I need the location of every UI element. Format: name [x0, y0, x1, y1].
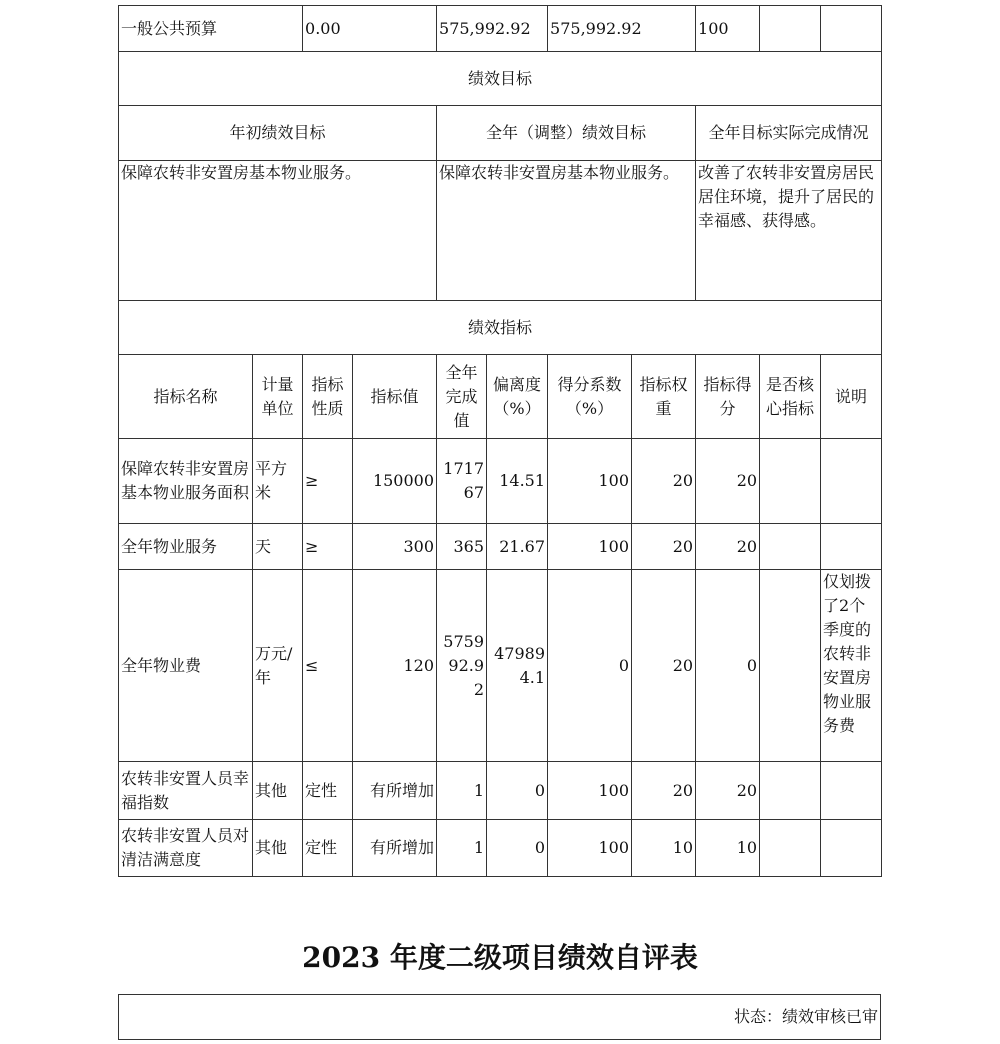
header-target: 指标值 [353, 355, 437, 439]
indicator-coefficient: 100 [548, 524, 632, 570]
indicator-score: 20 [696, 524, 760, 570]
indicator-deviation: 0 [487, 762, 548, 820]
header-nature: 指标性质 [303, 355, 353, 439]
budget-row [119, 6, 882, 52]
header-adjusted-goal: 全年（调整）绩效目标 [437, 106, 696, 161]
adjusted-goal-text: 保障农转非安置房基本物业服务。 [437, 161, 696, 301]
indicator-target: 150000 [353, 439, 437, 524]
header-core-indicator: 是否核心指标 [760, 355, 821, 439]
indicator-actual: 575992.92 [437, 570, 487, 762]
budget-value-1: 0.00 [303, 6, 437, 52]
indicator-name: 农转非安置人员幸福指数 [119, 762, 253, 820]
indicator-coefficient: 0 [548, 570, 632, 762]
indicator-note: 仅划拨了2个季度的农转非安置房物业服务费 [821, 570, 882, 762]
budget-source: 一般公共预算 [119, 6, 303, 52]
indicator-score: 20 [696, 762, 760, 820]
indicator-note [821, 820, 882, 877]
actual-completion-text: 改善了农转非安置房居民居住环境，提升了居民的幸福感、获得感。 [696, 161, 882, 301]
indicator-core [760, 570, 821, 762]
indicator-name: 全年物业费 [119, 570, 253, 762]
budget-value-5 [760, 6, 821, 52]
indicator-actual: 1 [437, 820, 487, 877]
indicator-weight: 20 [632, 570, 696, 762]
indicator-score: 20 [696, 439, 760, 524]
indicator-deviation: 21.67 [487, 524, 548, 570]
table-row [119, 570, 882, 762]
indicator-core [760, 762, 821, 820]
table-row [119, 439, 882, 524]
indicator-coefficient: 100 [548, 762, 632, 820]
budget-value-4: 100 [696, 6, 760, 52]
budget-value-6 [821, 6, 882, 52]
indicator-unit: 万元/年 [253, 570, 303, 762]
indicator-nature: 定性 [303, 762, 353, 820]
header-actual-completion: 全年目标实际完成情况 [696, 106, 882, 161]
header-score-coefficient: 得分系数（%） [548, 355, 632, 439]
indicator-core [760, 820, 821, 877]
indicator-core [760, 524, 821, 570]
indicator-nature: 定性 [303, 820, 353, 877]
header-unit: 计量单位 [253, 355, 303, 439]
indicator-name: 农转非安置人员对清洁满意度 [119, 820, 253, 877]
indicator-coefficient: 100 [548, 820, 632, 877]
header-weight: 指标权重 [632, 355, 696, 439]
indicator-weight: 10 [632, 820, 696, 877]
indicator-name: 全年物业服务 [119, 524, 253, 570]
page-title: 2023 年度二级项目绩效自评表 [302, 941, 698, 974]
indicator-weight: 20 [632, 762, 696, 820]
header-deviation: 偏离度（%） [487, 355, 548, 439]
indicator-unit: 平方米 [253, 439, 303, 524]
indicator-note [821, 439, 882, 524]
indicator-unit: 其他 [253, 820, 303, 877]
indicator-unit: 其他 [253, 762, 303, 820]
indicator-deviation: 479894.1 [487, 570, 548, 762]
indicator-actual: 1 [437, 762, 487, 820]
initial-goal-text: 保障农转非安置房基本物业服务。 [119, 161, 437, 301]
indicator-nature: ≥ [303, 439, 353, 524]
budget-value-2: 575,992.92 [437, 6, 548, 52]
indicator-actual: 171767 [437, 439, 487, 524]
indicator-nature: ≤ [303, 570, 353, 762]
indicator-weight: 20 [632, 439, 696, 524]
budget-value-3: 575,992.92 [548, 6, 696, 52]
indicator-header-row [119, 355, 882, 439]
goals-section-title: 绩效目标 [119, 52, 882, 106]
indicator-target: 有所增加 [353, 820, 437, 877]
header-indicator-name: 指标名称 [119, 355, 253, 439]
performance-table [118, 5, 882, 877]
indicator-score: 10 [696, 820, 760, 877]
indicator-unit: 天 [253, 524, 303, 570]
header-score: 指标得分 [696, 355, 760, 439]
header-actual-value: 全年完成值 [437, 355, 487, 439]
indicator-actual: 365 [437, 524, 487, 570]
status-box [118, 994, 881, 1040]
indicator-note [821, 524, 882, 570]
indicator-deviation: 14.51 [487, 439, 548, 524]
table-row [119, 524, 882, 570]
indicator-name: 保障农转非安置房基本物业服务面积 [119, 439, 253, 524]
table-row [119, 762, 882, 820]
indicator-weight: 20 [632, 524, 696, 570]
indicators-section-title: 绩效指标 [119, 301, 882, 355]
indicator-target: 300 [353, 524, 437, 570]
indicator-score: 0 [696, 570, 760, 762]
indicator-core [760, 439, 821, 524]
indicator-deviation: 0 [487, 820, 548, 877]
indicator-nature: ≥ [303, 524, 353, 570]
header-initial-goal: 年初绩效目标 [119, 106, 437, 161]
status-text: 状态：绩效审核已审 [733, 1007, 878, 1026]
indicator-target: 120 [353, 570, 437, 762]
indicator-target: 有所增加 [353, 762, 437, 820]
indicator-note [821, 762, 882, 820]
table-row [119, 820, 882, 877]
header-note: 说明 [821, 355, 882, 439]
indicator-coefficient: 100 [548, 439, 632, 524]
